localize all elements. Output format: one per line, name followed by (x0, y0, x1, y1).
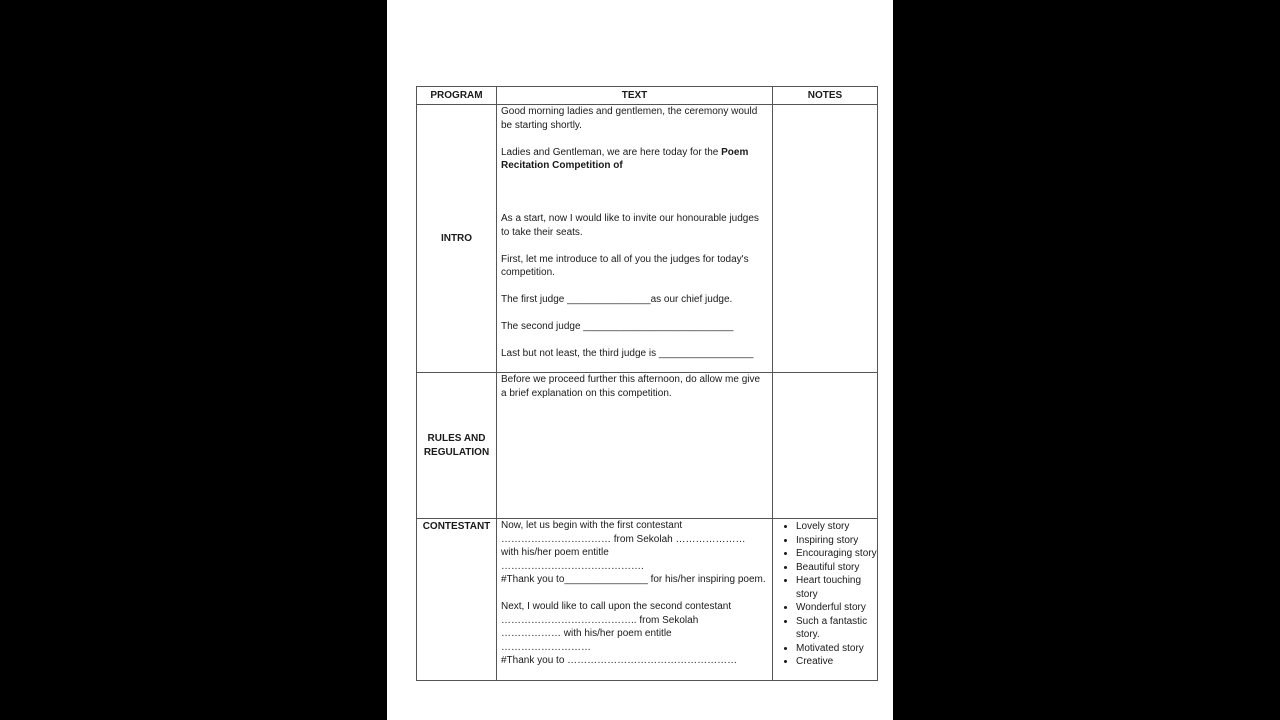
contestant-line: …………………………… from Sekolah ………………… (501, 533, 746, 545)
header-program: PROGRAM (417, 87, 497, 105)
list-item: • Motivated story (796, 642, 877, 656)
program-contestant: CONTESTANT (417, 519, 497, 681)
program-rules (417, 373, 497, 519)
intro-paragraph: Good morning ladies and gentlemen, the ceremony would be starting shortly. (501, 106, 758, 131)
contestant-line: ……………… with his/her poem entitle (501, 628, 672, 639)
list-item: • Inspiring story (796, 534, 877, 548)
program-intro: INTRO (417, 105, 497, 373)
table-header-row (417, 87, 878, 105)
contestant-line: ………………………………….. from Sekolah (501, 614, 699, 626)
contestant-line: #Thank you to_______________ for his/her inspiring poem. (501, 574, 766, 585)
notes-intro (773, 105, 878, 373)
contestant-line: ……………………… (501, 641, 591, 653)
competition-name: Poem Recitation Competition of (501, 146, 749, 171)
regulation-label: REGULATION (423, 446, 490, 458)
list-item: • Wonderful story (796, 601, 877, 615)
list-item: • Such a fantastic story. (796, 615, 877, 642)
document-page (387, 0, 893, 720)
first-judge-line: The first judge _______________as our chief judge. (501, 294, 733, 305)
text-rules (497, 373, 773, 519)
notes-list-wrap (773, 519, 877, 679)
rules-paragraph: Before we proceed further this afternoon, do allow me give a brief explanation on this competition. (501, 374, 761, 399)
intro-paragraph (501, 146, 768, 173)
intro-paragraph: First, let me introduce to all of you the judges for today's competition. (501, 253, 749, 278)
notes-list (773, 520, 877, 669)
contestant-line: #Thank you to …………………………………………… (501, 655, 738, 666)
list-item: • Encouraging story (796, 547, 877, 561)
header-text: TEXT (497, 87, 773, 105)
text-contestant (497, 519, 773, 681)
intro-text: Ladies and Gentleman, we are here today for the (501, 146, 722, 158)
list-item: • Lovely story (796, 520, 877, 534)
contestant-line: ……………………………………. (501, 560, 644, 572)
notes-contestant (773, 519, 878, 681)
contestant-line: Now, let us begin with the first contestant (501, 520, 683, 531)
contestant-line: Next, I would like to call upon the second contestant (501, 601, 732, 612)
contestant-text (501, 519, 768, 679)
header-notes: NOTES (773, 87, 878, 105)
list-item: • Creative (796, 655, 877, 669)
list-item: • Beautiful story (796, 561, 877, 575)
intro-paragraph: As a start, now I would like to invite our honourable judges to take their seats. (501, 213, 759, 238)
third-judge-line: Last but not least, the third judge is _________________ (501, 348, 754, 359)
blank-space (501, 173, 768, 199)
table-row-intro (417, 105, 878, 373)
contestant-line: with his/her poem entitle (501, 547, 609, 558)
second-judge-line: The second judge ___________________________ (501, 321, 734, 332)
list-item: • Heart touching story (796, 574, 877, 601)
text-intro (497, 105, 773, 373)
notes-rules (773, 373, 878, 519)
table-row-rules (417, 373, 878, 519)
program-table (416, 86, 878, 681)
rules-label: RULES AND (427, 433, 486, 444)
table-row-contestant (417, 519, 878, 681)
